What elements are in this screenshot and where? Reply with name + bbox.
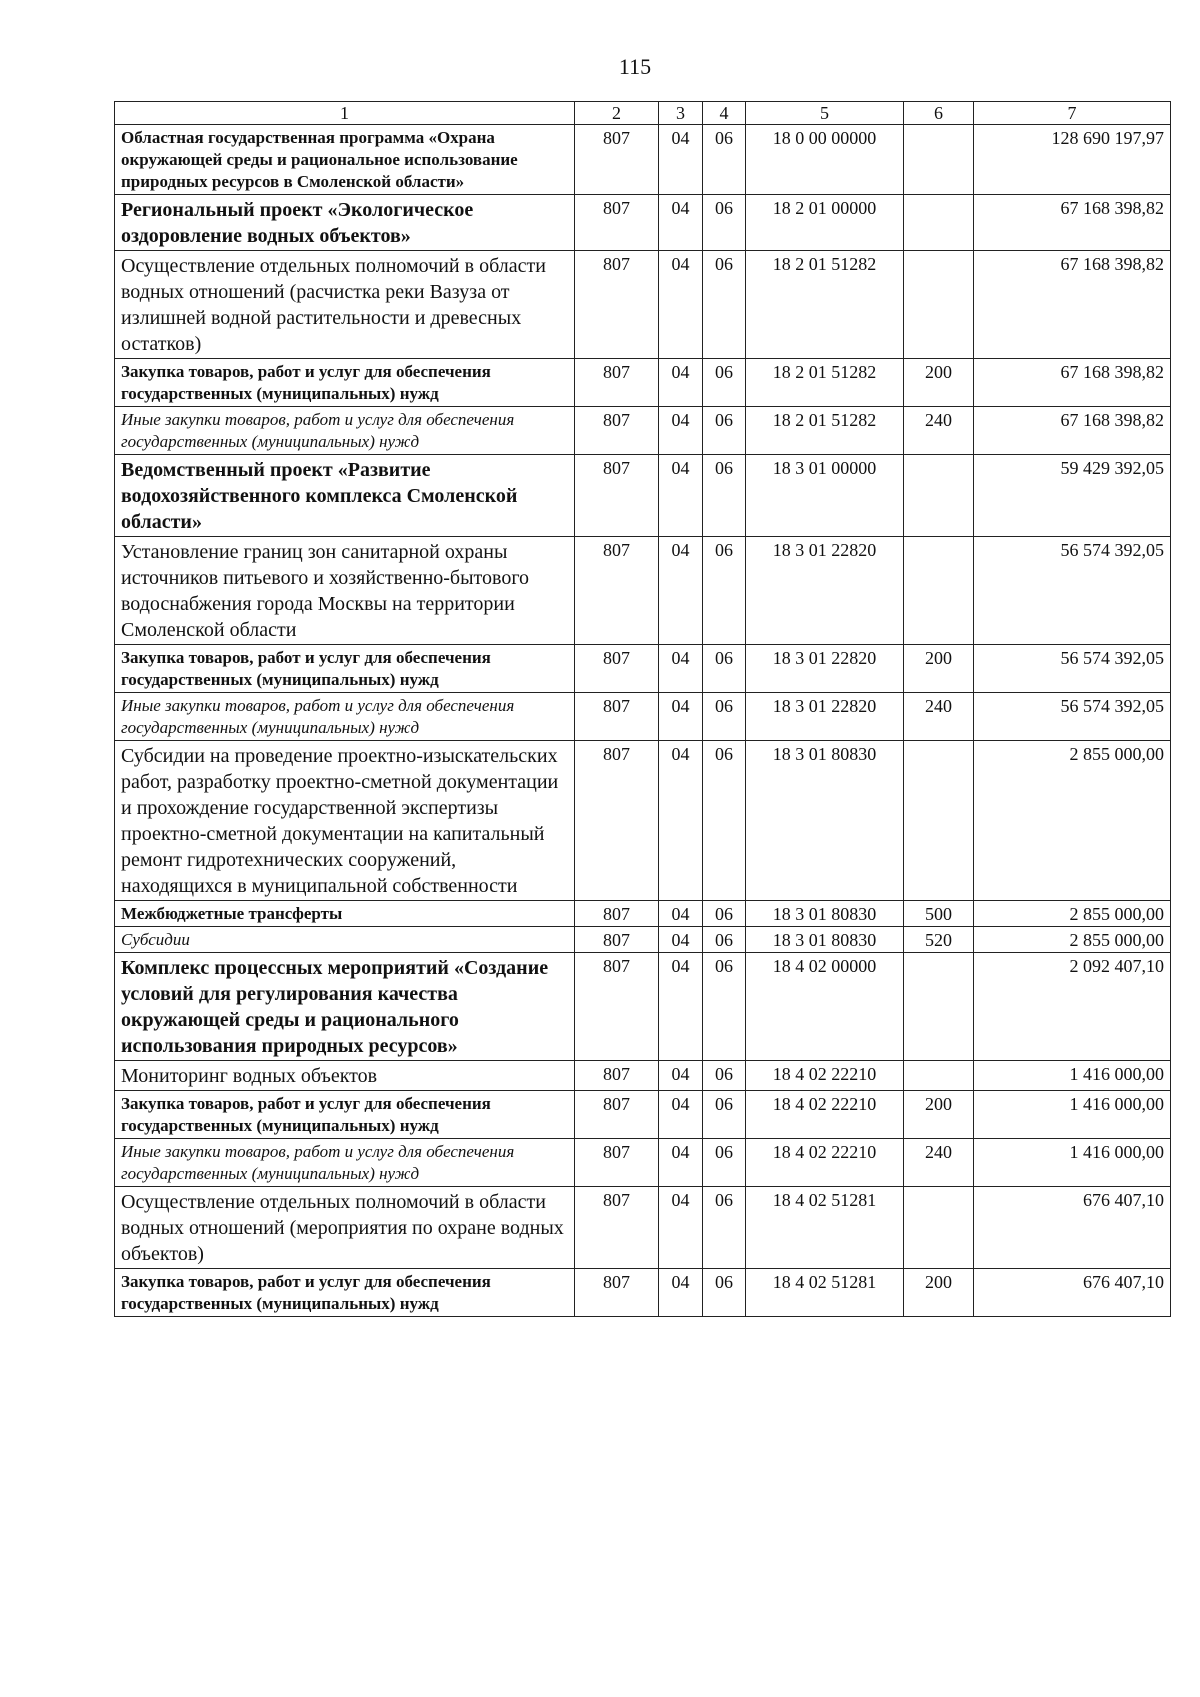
cell-amount: 67 168 398,82 (974, 251, 1171, 359)
cell-subsection: 06 (703, 407, 746, 455)
cell-amount: 67 168 398,82 (974, 359, 1171, 407)
cell-admin-code: 807 (575, 195, 659, 251)
cell-section: 04 (659, 1269, 703, 1317)
cell-admin-code: 807 (575, 1269, 659, 1317)
cell-target-article: 18 4 02 00000 (746, 953, 904, 1061)
row-name: Закупка товаров, работ и услуг для обеспечения государственных (муниципальных) нужд (115, 1269, 575, 1317)
row-name: Осуществление отдельных полномочий в области водных отношений (мероприятия по охране водных объектов) (115, 1187, 575, 1269)
cell-amount: 1 416 000,00 (974, 1091, 1171, 1139)
cell-admin-code: 807 (575, 693, 659, 741)
row-name: Иные закупки товаров, работ и услуг для обеспечения государственных (муниципальных) нужд (115, 693, 575, 741)
cell-expense-type (904, 741, 974, 901)
table-row (115, 455, 1171, 537)
column-header: 2 (575, 102, 659, 125)
cell-target-article: 18 2 01 51282 (746, 251, 904, 359)
cell-subsection: 06 (703, 359, 746, 407)
cell-admin-code: 807 (575, 251, 659, 359)
cell-target-article: 18 3 01 80830 (746, 901, 904, 927)
cell-amount: 2 855 000,00 (974, 927, 1171, 953)
table-row (115, 693, 1171, 741)
cell-amount: 2 855 000,00 (974, 741, 1171, 901)
cell-expense-type: 200 (904, 1091, 974, 1139)
cell-target-article: 18 4 02 51281 (746, 1187, 904, 1269)
table-row (115, 741, 1171, 901)
budget-table (114, 101, 1171, 1317)
row-name: Ведомственный проект «Развитие водохозяйственного комплекса Смоленской области» (115, 455, 575, 537)
table-row (115, 953, 1171, 1061)
cell-subsection: 06 (703, 455, 746, 537)
cell-section: 04 (659, 125, 703, 195)
cell-section: 04 (659, 901, 703, 927)
cell-section: 04 (659, 407, 703, 455)
row-name: Установление границ зон санитарной охраны источников питьевого и хозяйственно-бытового водоснабжения города Москвы на территории Смоленской области (115, 537, 575, 645)
cell-subsection: 06 (703, 1061, 746, 1091)
cell-admin-code: 807 (575, 1061, 659, 1091)
cell-target-article: 18 4 02 22210 (746, 1061, 904, 1091)
cell-subsection: 06 (703, 195, 746, 251)
cell-target-article: 18 3 01 00000 (746, 455, 904, 537)
cell-section: 04 (659, 537, 703, 645)
column-header: 4 (703, 102, 746, 125)
cell-subsection: 06 (703, 537, 746, 645)
cell-amount: 676 407,10 (974, 1187, 1171, 1269)
cell-subsection: 06 (703, 901, 746, 927)
cell-amount: 67 168 398,82 (974, 195, 1171, 251)
column-header: 1 (115, 102, 575, 125)
cell-target-article: 18 3 01 22820 (746, 693, 904, 741)
cell-subsection: 06 (703, 1091, 746, 1139)
cell-target-article: 18 2 01 51282 (746, 359, 904, 407)
cell-admin-code: 807 (575, 125, 659, 195)
cell-expense-type (904, 251, 974, 359)
cell-admin-code: 807 (575, 1187, 659, 1269)
table-row (115, 537, 1171, 645)
row-name: Закупка товаров, работ и услуг для обеспечения государственных (муниципальных) нужд (115, 1091, 575, 1139)
row-name: Мониторинг водных объектов (115, 1061, 575, 1091)
cell-admin-code: 807 (575, 537, 659, 645)
cell-subsection: 06 (703, 1187, 746, 1269)
table-row (115, 1139, 1171, 1187)
table-row (115, 1091, 1171, 1139)
cell-expense-type: 240 (904, 693, 974, 741)
cell-section: 04 (659, 927, 703, 953)
cell-admin-code: 807 (575, 645, 659, 693)
cell-subsection: 06 (703, 1139, 746, 1187)
cell-expense-type: 200 (904, 359, 974, 407)
cell-section: 04 (659, 1139, 703, 1187)
row-name: Закупка товаров, работ и услуг для обеспечения государственных (муниципальных) нужд (115, 359, 575, 407)
row-name: Региональный проект «Экологическое оздоровление водных объектов» (115, 195, 575, 251)
cell-amount: 56 574 392,05 (974, 693, 1171, 741)
cell-target-article: 18 4 02 22210 (746, 1091, 904, 1139)
cell-section: 04 (659, 1061, 703, 1091)
row-name: Субсидии на проведение проектно-изыскательских работ, разработку проектно-сметной документации и прохождение государственной экспертизы проектно-сметной документации на капитальный ремонт гидротехнических сооружений, находящихся в муниципальной собственности (115, 741, 575, 901)
cell-admin-code: 807 (575, 1139, 659, 1187)
column-header: 7 (974, 102, 1171, 125)
table-row (115, 927, 1171, 953)
cell-amount: 128 690 197,97 (974, 125, 1171, 195)
column-header: 3 (659, 102, 703, 125)
cell-target-article: 18 3 01 80830 (746, 741, 904, 901)
cell-expense-type: 500 (904, 901, 974, 927)
cell-expense-type: 520 (904, 927, 974, 953)
cell-expense-type (904, 455, 974, 537)
cell-expense-type (904, 195, 974, 251)
row-name: Субсидии (115, 927, 575, 953)
cell-subsection: 06 (703, 741, 746, 901)
column-header: 6 (904, 102, 974, 125)
cell-subsection: 06 (703, 645, 746, 693)
cell-expense-type (904, 1187, 974, 1269)
cell-expense-type (904, 953, 974, 1061)
cell-amount: 56 574 392,05 (974, 645, 1171, 693)
cell-subsection: 06 (703, 1269, 746, 1317)
table-row (115, 645, 1171, 693)
cell-subsection: 06 (703, 927, 746, 953)
cell-admin-code: 807 (575, 455, 659, 537)
table-row (115, 251, 1171, 359)
cell-section: 04 (659, 953, 703, 1061)
table-row (115, 1187, 1171, 1269)
cell-target-article: 18 3 01 22820 (746, 645, 904, 693)
cell-admin-code: 807 (575, 901, 659, 927)
cell-subsection: 06 (703, 251, 746, 359)
cell-admin-code: 807 (575, 953, 659, 1061)
cell-amount: 1 416 000,00 (974, 1139, 1171, 1187)
cell-target-article: 18 2 01 51282 (746, 407, 904, 455)
cell-section: 04 (659, 251, 703, 359)
table-row (115, 1269, 1171, 1317)
cell-admin-code: 807 (575, 1091, 659, 1139)
cell-target-article: 18 4 02 22210 (746, 1139, 904, 1187)
cell-expense-type: 240 (904, 1139, 974, 1187)
page-number: 115 (618, 54, 652, 79)
cell-subsection: 06 (703, 953, 746, 1061)
cell-target-article: 18 3 01 80830 (746, 927, 904, 953)
table-row (115, 901, 1171, 927)
row-name: Закупка товаров, работ и услуг для обеспечения государственных (муниципальных) нужд (115, 645, 575, 693)
cell-target-article: 18 0 00 00000 (746, 125, 904, 195)
cell-section: 04 (659, 693, 703, 741)
cell-expense-type: 200 (904, 1269, 974, 1317)
cell-section: 04 (659, 359, 703, 407)
cell-target-article: 18 3 01 22820 (746, 537, 904, 645)
header-row (115, 102, 1171, 125)
cell-section: 04 (659, 741, 703, 901)
cell-amount: 1 416 000,00 (974, 1061, 1171, 1091)
row-name: Иные закупки товаров, работ и услуг для обеспечения государственных (муниципальных) нужд (115, 1139, 575, 1187)
cell-expense-type (904, 125, 974, 195)
cell-amount: 2 092 407,10 (974, 953, 1171, 1061)
row-name: Иные закупки товаров, работ и услуг для обеспечения государственных (муниципальных) нужд (115, 407, 575, 455)
cell-section: 04 (659, 645, 703, 693)
row-name: Комплекс процессных мероприятий «Создание условий для регулирования качества окружающей среды и рационального использования природных ресурсов» (115, 953, 575, 1061)
cell-section: 04 (659, 1187, 703, 1269)
cell-amount: 2 855 000,00 (974, 901, 1171, 927)
cell-section: 04 (659, 1091, 703, 1139)
table-row (115, 1061, 1171, 1091)
cell-expense-type: 200 (904, 645, 974, 693)
cell-amount: 56 574 392,05 (974, 537, 1171, 645)
cell-expense-type (904, 1061, 974, 1091)
cell-amount: 676 407,10 (974, 1269, 1171, 1317)
cell-admin-code: 807 (575, 407, 659, 455)
cell-subsection: 06 (703, 693, 746, 741)
row-name: Межбюджетные трансферты (115, 901, 575, 927)
cell-amount: 59 429 392,05 (974, 455, 1171, 537)
cell-amount: 67 168 398,82 (974, 407, 1171, 455)
cell-target-article: 18 2 01 00000 (746, 195, 904, 251)
cell-section: 04 (659, 455, 703, 537)
cell-target-article: 18 4 02 51281 (746, 1269, 904, 1317)
cell-admin-code: 807 (575, 927, 659, 953)
table-row (115, 407, 1171, 455)
table-row (115, 125, 1171, 195)
cell-expense-type (904, 537, 974, 645)
cell-expense-type: 240 (904, 407, 974, 455)
row-name: Областная государственная программа «Охрана окружающей среды и рациональное использование природных ресурсов в Смоленской области» (115, 125, 575, 195)
table-row (115, 195, 1171, 251)
row-name: Осуществление отдельных полномочий в области водных отношений (расчистка реки Вазуза от излишней водной растительности и древесных остатков) (115, 251, 575, 359)
cell-admin-code: 807 (575, 741, 659, 901)
cell-subsection: 06 (703, 125, 746, 195)
table-row (115, 359, 1171, 407)
column-header: 5 (746, 102, 904, 125)
cell-section: 04 (659, 195, 703, 251)
cell-admin-code: 807 (575, 359, 659, 407)
